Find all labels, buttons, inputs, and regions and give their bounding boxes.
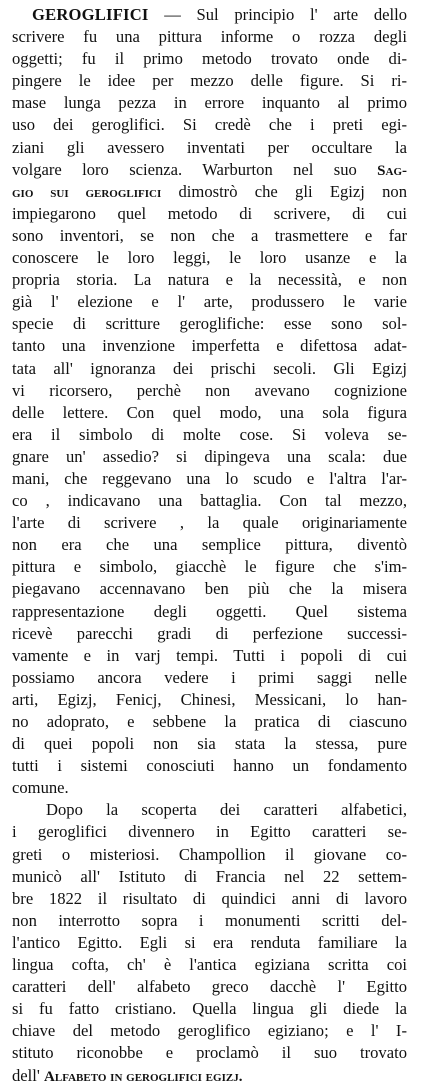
text-line: vi ricorsero, perchè non avevano cognizione	[12, 380, 407, 400]
text-line: propria storia. La natura e la necessità, e non	[12, 270, 407, 290]
text-line: gio sui geroglifici dimostrò che gli Egizj non	[12, 181, 407, 201]
work-title: Alfabeto in geroglifici egizj.	[44, 1068, 243, 1085]
text-line: gnare un' assedio? si dipingeva una scala: due	[12, 446, 407, 466]
text-line: Dopo la scoperta dei caratteri alfabetici,	[46, 800, 407, 820]
text-line: tutti i sistemi conosciuti hanno un fondamento	[12, 756, 407, 776]
text-line: bre 1822 il risultato di quindici anni di lavoro	[12, 888, 407, 908]
em-dash: —	[164, 5, 181, 24]
text-line: possiamo ancora vedere i primi saggi nelle	[12, 667, 407, 687]
text-line: si fu fatto cristiano. Quella lingua gli diede la	[12, 999, 407, 1019]
text-line: l'arte di scrivere , la quale originariamente	[12, 513, 407, 533]
text-line: oggetti; fu il primo metodo trovato onde di-	[12, 49, 407, 69]
text-line: municò all' Istituto di Francia nel 22 settem-	[12, 866, 407, 886]
text-line: mase lunga pezza in errore inquanto al primo	[12, 93, 407, 113]
text-line: volgare loro scienza. Warburton nel suo Sag-	[12, 159, 407, 179]
text-line: chiave del metodo geroglifico egiziano; e l' I-	[12, 1021, 407, 1041]
text-line: sono inventori, se non che a trasmettere e far	[12, 225, 407, 245]
text-line: i geroglifici divennero in Egitto caratteri se-	[12, 822, 407, 842]
text-line: caratteri dell' alfabeto greco dacchè l' Egitto	[12, 977, 407, 997]
text-line: conoscere le loro leggi, le loro usanze e la	[12, 248, 407, 268]
text-line: lingua cofta, ch' è l'antica egiziana scritta coi	[12, 955, 407, 975]
text-line: tata all' ignoranza dei prischi secoli. Gli Egizj	[12, 358, 407, 378]
paragraph-1	[12, 4, 407, 799]
text-line: non interrotto sopra i monumenti scritti del-	[12, 910, 407, 930]
text-line: delle lettere. Con quel modo, una sola figura	[12, 402, 407, 422]
text-line: comune.	[12, 778, 69, 798]
text-line: specie di scritture geroglifiche: esse sono sol-	[12, 314, 407, 334]
text-line: non era che una semplice pittura, diventò	[12, 535, 407, 555]
text-line: già l' elezione e l' arte, produssero le varie	[12, 292, 407, 312]
text-line: era il simbolo di molte cose. Si voleva se-	[12, 424, 407, 444]
text-line: impiegarono quel metodo di scrivere, di cui	[12, 203, 407, 223]
text-line: uso dei geroglifici. Si credè che i preti egi-	[12, 115, 407, 135]
text-line: rappresentazione degli oggetti. Quel sistema	[12, 601, 407, 621]
text-line: tanto una invenzione imperfetta e difettosa adat-	[12, 336, 407, 356]
text-line: pittura e simbolo, giacchè le figure che s'im-	[12, 557, 407, 577]
text-line: scrivere fu una pittura informe o rozza degli	[12, 27, 407, 47]
text-line: piegavano accennavano ben più che la misera	[12, 579, 407, 599]
text-line: no adoprato, e sebbene la pratica di ciascuno	[12, 712, 407, 731]
text-line: mani, che reggevano una lo scudo e l'altra l'ar-	[12, 468, 407, 488]
work-title: Sag-	[377, 162, 407, 179]
text-line: co , indicavano una battaglia. Con tal mezzo,	[12, 491, 407, 511]
text-line: arti, Egizj, Fenicj, Chinesi, Messicani, lo han-	[12, 689, 407, 709]
text-line: l'antico Egitto. Egli si era renduta familiare la	[12, 932, 407, 952]
paragraph-2	[12, 799, 407, 1086]
text-line: GEROGLIFICI — Sul principio l' arte dello	[32, 5, 407, 24]
text-line: ziani gli avessero inventati per occultare la	[12, 137, 407, 157]
text-line: vamente e in varj tempi. Tutti i popoli di cui	[12, 645, 407, 665]
headword: GEROGLIFICI	[32, 5, 149, 24]
text-line: pingere le idee per mezzo delle figure. Si ri-	[12, 71, 407, 91]
text-line: stituto riconobbe e proclamò il suo trovato	[12, 1043, 407, 1063]
text-line: dell' Alfabeto in geroglifici egizj.	[12, 1065, 243, 1085]
text-line: ricevè parecchi gradi di perfezione successi-	[12, 623, 407, 643]
text-line: greti o misteriosi. Champollion il giovane co-	[12, 844, 407, 864]
text-line: di quei popoli non sia stata la stessa, pure	[12, 734, 407, 754]
work-title: gio sui geroglifici	[12, 184, 162, 201]
